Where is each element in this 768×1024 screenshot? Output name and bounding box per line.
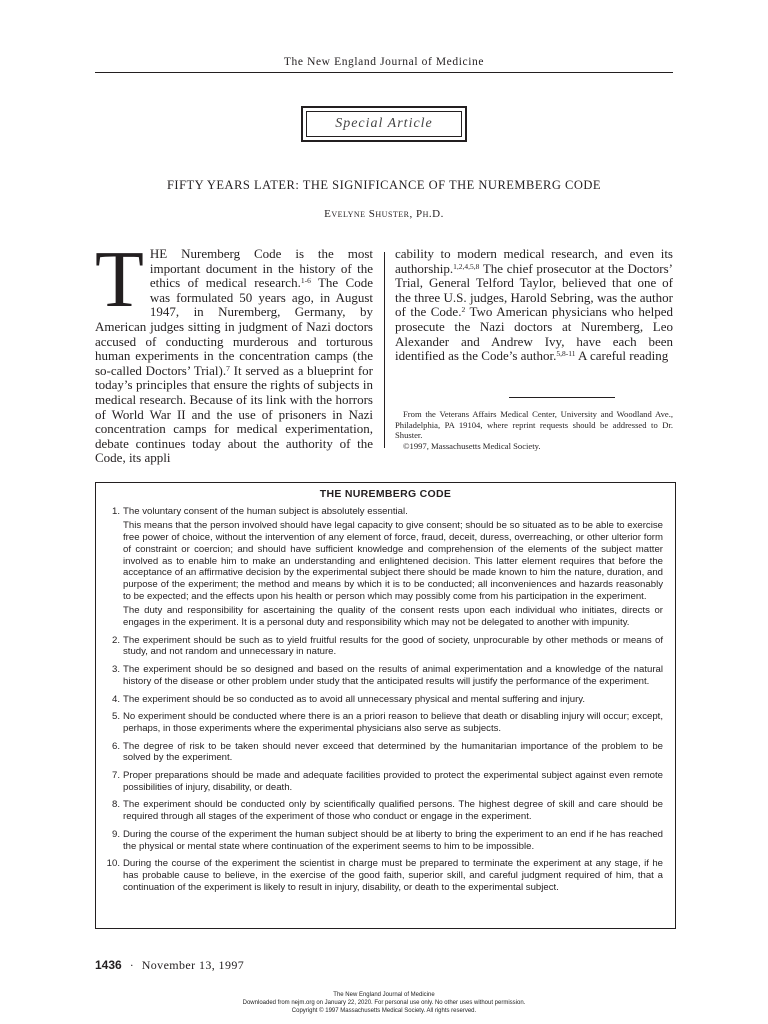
body-text: The Code was formulated 50 years ago, in August 1947, in Nuremberg, Germany, by American judges sitting in judgment of Nazi doctors accused of conducting murderous and torturous human experiments in the concentration camps (the so-called Doctors’ Trial). — [95, 275, 373, 378]
article-title: FIFTY YEARS LATER: THE SIGNIFICANCE OF THE NUREMBERG CODE — [166, 178, 602, 192]
footnote-rule — [509, 397, 615, 398]
code-item-paragraph: The voluntary consent of the human subject is absolutely essential. — [123, 505, 408, 517]
code-item-number: 9. — [111, 828, 120, 840]
code-item-paragraph: The experiment should be conducted only by scientifically qualified persons. The highest degree of skill and care should be required through all stages of the experiment of those who conduct or engage in the experiment. — [123, 799, 663, 823]
body-column-right — [395, 247, 673, 364]
code-item — [96, 711, 663, 737]
section-label: Special Article — [306, 111, 462, 137]
code-item-number: 6. — [111, 740, 120, 752]
code-item-text — [123, 770, 663, 796]
code-item-paragraph: The experiment should be such as to yield fruitful results for the good of society, unprocurable by other methods or means of study, and not random and unnecessary in nature. — [123, 634, 663, 658]
body-text: HE Nuremberg Code is the most important document in the history of the ethics of medical research. — [149, 246, 373, 291]
body-text: cability to modern medical research, and even its authorship. — [395, 246, 673, 276]
notice-journal: The New England Journal of Medicine — [333, 992, 435, 998]
code-item — [96, 664, 663, 690]
code-item-number: 8. — [111, 799, 120, 811]
footer-separator: · — [129, 958, 134, 972]
section-label-box — [301, 106, 467, 142]
citation: 1-6 — [300, 276, 311, 286]
body-text: It served as a blueprint for today’s principles that ensure the rights of subjects in medical research. Because of its link with the horrors of World War II and the use of prisoners in Nazi concentration camps for medical experimentation, debate continues today about the authority of the Code, its appli — [95, 362, 373, 466]
code-item — [96, 770, 663, 796]
code-item-paragraph: The duty and responsibility for ascertaining the quality of the consent rests upon each individual who initiates, directs or engages in the experiment. It is a personal duty and responsibility which may not be delegated to another with impunity. — [123, 605, 663, 629]
header-rule — [95, 72, 673, 73]
citation: 5,8-11 — [556, 349, 576, 359]
code-item-paragraph: The degree of risk to be taken should never exceed that determined by the humanitarian importance of the problem to be solved by the experiment. — [123, 740, 663, 764]
code-item — [96, 799, 663, 825]
column-divider — [384, 252, 385, 448]
page-number: 1436 — [95, 958, 122, 972]
code-item-number: 5. — [111, 711, 120, 723]
code-item-number: 1. — [111, 505, 120, 517]
code-item-number: 10. — [106, 858, 120, 870]
code-item-number: 7. — [111, 770, 120, 782]
body-text: The chief prosecutor at the Doctors’ Trial, General Telford Taylor, believed that one of the three U.S. judges, Harold Sebring, was the author of the Code. — [395, 260, 673, 320]
code-item-number: 2. — [111, 634, 120, 646]
nuremberg-code-box — [95, 482, 676, 929]
code-item-text — [123, 694, 663, 709]
code-item — [96, 741, 663, 767]
page-footer — [95, 958, 244, 973]
code-item-number: 4. — [111, 693, 120, 705]
code-item — [96, 635, 663, 661]
citation: 1,2,4,5,8 — [453, 261, 480, 271]
code-item-paragraph: During the course of the experiment the scientist in charge must be prepared to terminate the experiment at any stage, if he has probable cause to believe, in the exercise of the good faith, superior skill, and careful judgment required of him, that a continuation of the experiment is likely to result in injury, disability, or death to the experimental subject. — [123, 858, 663, 893]
code-item-paragraph: This means that the person involved should have legal capacity to give consent; should be so situated as to be able to exercise free power of choice, without the intervention of any element of force, fraud, deceit, duress, overreaching, or other ulterior form of constraint or coercion; and should have sufficient knowledge and comprehension of the elements of the subject matter involved as to enable him to make an understanding and enlightened decision. This latter element requires that before the acceptance of an affirmative decision by the experimental subject there should be made known to him the nature, duration, and purpose of the experiment; the method and means by which it is to be conducted; all inconveniences and hazards reasonably to be expected; and the effects upon his health or person which may possibly come from his participation in the experiment. — [123, 520, 663, 602]
affiliation-address: From the Veterans Affairs Medical Center, University and Woodland Ave., Philadelphia, PA 19104, where reprint requests should be addressed to Dr. Shuster. — [395, 409, 673, 441]
copyright-line: ©1997, Massachusetts Medical Society. — [403, 440, 541, 451]
code-item-text — [123, 799, 663, 825]
code-item-text — [123, 664, 663, 690]
code-item-number: 3. — [111, 664, 120, 676]
running-head: The New England Journal of Medicine — [283, 56, 485, 68]
code-item-paragraph: No experiment should be conducted where there is an a priori reason to believe that death or disabling injury will occur; except, perhaps, in those experiments where the experimental physicians also serve as subjects. — [123, 711, 663, 734]
code-item-text — [123, 829, 663, 855]
notice-download: Downloaded from nejm.org on January 22, 2020. For personal use only. No other uses without permission. — [242, 1000, 526, 1006]
citation: 7 — [226, 363, 230, 373]
citation: 2 — [461, 305, 466, 315]
affiliation-note — [395, 409, 673, 451]
code-item-paragraph: The experiment should be so designed and based on the results of animal experimentation and a knowledge of the natural history of the disease or other problem under study that the anticipated results will justify the performance of the experiment. — [123, 664, 663, 687]
code-box-title: THE NUREMBERG CODE — [319, 488, 452, 500]
body-column-left — [95, 236, 373, 466]
code-item-text — [123, 506, 663, 632]
code-item — [96, 858, 663, 896]
code-item — [96, 829, 663, 855]
drop-cap: T — [95, 236, 144, 324]
code-item-paragraph: Proper preparations should be made and adequate facilities provided to protect the experimental subject against even remote possibilities of injury, disability, or death. — [123, 770, 663, 793]
code-item-text — [123, 635, 663, 661]
code-item — [96, 694, 663, 709]
code-list — [96, 506, 675, 897]
author-byline: Evelyne Shuster, Ph.D. — [324, 208, 444, 220]
code-item — [96, 506, 663, 632]
issue-date: November 13, 1997 — [141, 958, 245, 972]
code-item-paragraph: The experiment should be so conducted as to avoid all unnecessary physical and mental suffering and injury. — [123, 693, 586, 705]
notice-copyright: Copyright © 1997 Massachusetts Medical Society. All rights reserved. — [291, 1008, 477, 1014]
download-notice — [95, 991, 673, 1015]
code-item-text — [123, 711, 663, 737]
code-item-text — [123, 741, 663, 767]
body-text: Two American physicians who helped prosecute the Nazi doctors at Nuremberg, Leo Alexander and Andrew Ivy, have each been identified as the Code’s author. — [395, 304, 673, 364]
body-text: A careful reading — [575, 348, 669, 364]
code-item-text — [123, 858, 663, 896]
code-item-paragraph: During the course of the experiment the human subject should be at liberty to bring the experiment to an end if he has reached the physical or mental state where continuation of the experiment seems to him to be impossible. — [123, 828, 663, 852]
